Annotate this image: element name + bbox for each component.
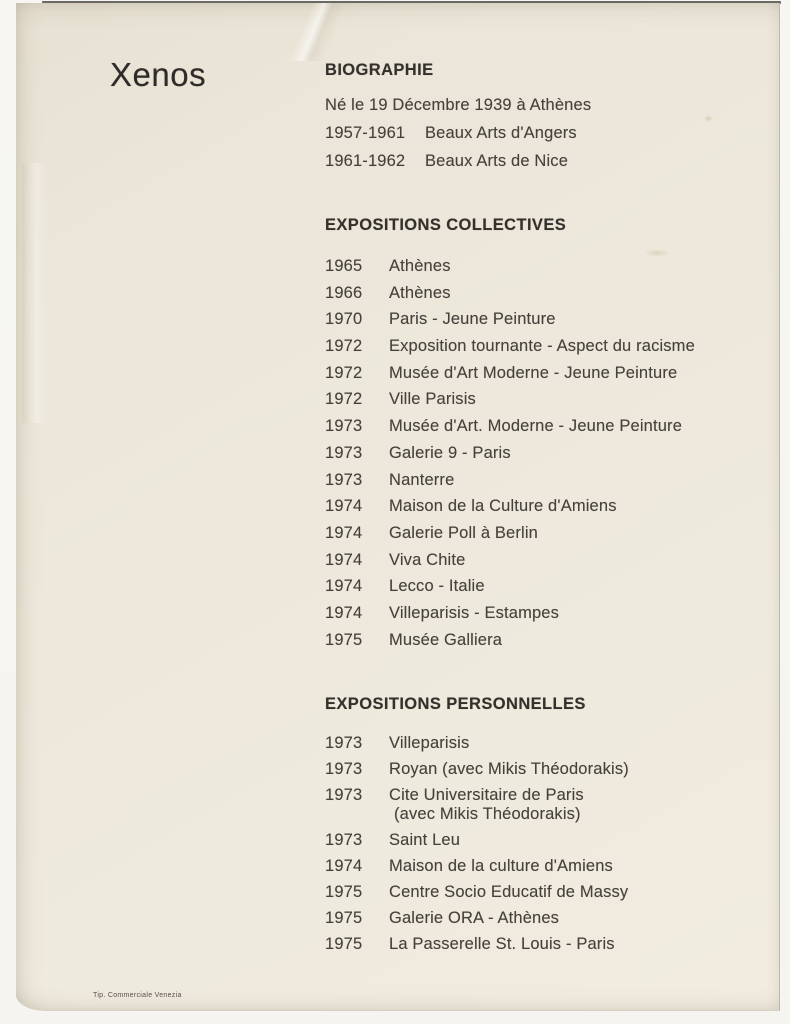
- entry-year: 1972: [325, 337, 363, 356]
- entry-text: Centre Socio Educatif de Massy: [389, 883, 629, 901]
- entry-year: 1974: [325, 550, 363, 569]
- entry-text: Beaux Arts d'Angers: [425, 124, 577, 142]
- exhibition-entry: [325, 734, 773, 753]
- exhibition-entry: [325, 760, 773, 779]
- exhibition-entry: [325, 417, 773, 436]
- entry-year: 1974: [325, 857, 363, 875]
- entry-year: 1974: [325, 497, 363, 516]
- collective-exhibitions-section: [325, 216, 773, 657]
- entry-year: 1974: [325, 523, 363, 542]
- entry-text: Maison de la culture d'Amiens: [389, 857, 613, 875]
- exhibition-entry: [325, 577, 773, 596]
- paper-page: [16, 3, 780, 1011]
- entry-text: Royan (avec Mikis Théodorakis): [389, 760, 629, 778]
- exhibition-entry: [325, 551, 773, 570]
- entry-text: Exposition tournante - Aspect du racisme: [389, 337, 695, 356]
- entry-year: 1973: [325, 470, 363, 489]
- personal-exhibition-entries: [325, 734, 773, 954]
- entry-text: Musée d'Art Moderne - Jeune Peinture: [389, 363, 678, 382]
- entry-year: 1965: [325, 257, 363, 275]
- entry-text: Galerie Poll à Berlin: [389, 523, 538, 542]
- entry-year: 1975: [325, 909, 363, 927]
- exhibition-entry: [325, 831, 773, 850]
- entry-text: Galerie ORA - Athènes: [389, 909, 560, 927]
- entry-year: 1973: [325, 831, 363, 849]
- exhibition-entry: [325, 390, 773, 409]
- entry-year: 1973: [325, 734, 363, 752]
- entry-year: 1975: [325, 630, 363, 649]
- entry-text: Musée d'Art. Moderne - Jeune Peinture: [389, 417, 683, 436]
- exhibition-entry: [325, 883, 773, 902]
- entry-year: 1974: [325, 603, 363, 622]
- entry-text: Villeparisis: [389, 734, 470, 752]
- exhibition-entry: [325, 524, 773, 543]
- artist-name: Xenos: [110, 56, 207, 93]
- collective-exhibition-entries: [325, 257, 773, 650]
- exhibition-entry: [325, 337, 773, 356]
- entry-year: 1957-1961: [325, 124, 406, 142]
- entry-text: La Passerelle St. Louis - Paris: [389, 935, 615, 953]
- exhibition-entry: [325, 364, 773, 383]
- entry-year: 1973: [325, 443, 363, 462]
- entry-text: Nanterre: [389, 470, 455, 489]
- entry-text: Lecco - Italie: [389, 577, 485, 596]
- entry-year: 1961-1962: [325, 152, 406, 170]
- entry-year: 1966: [325, 283, 363, 302]
- entry-year: 1974: [325, 577, 363, 596]
- biography-entries: [325, 124, 773, 171]
- paper-crease: [22, 163, 48, 423]
- exhibition-entry: [325, 444, 773, 463]
- entry-year: 1970: [325, 310, 363, 329]
- entry-year: 1973: [325, 786, 363, 804]
- personal-exhibitions-title: EXPOSITIONS PERSONNELLES: [325, 695, 586, 713]
- exhibition-entry: [325, 909, 773, 928]
- entry-text: Athènes: [389, 283, 451, 302]
- entry-text: Ville Parisis: [389, 390, 476, 409]
- entry-text: Galerie 9 - Paris: [389, 443, 511, 462]
- birth-line: Né le 19 Décembre 1939 à Athènes: [325, 96, 592, 114]
- biography-section: [325, 61, 773, 180]
- exhibition-entry: [325, 310, 773, 329]
- exhibition-entry: [325, 257, 773, 276]
- entry-text: Beaux Arts de Nice: [425, 152, 569, 170]
- exhibition-entry: [325, 497, 773, 516]
- entry-text: Maison de la Culture d'Amiens: [389, 497, 617, 516]
- exhibition-entry: [325, 284, 773, 303]
- entry-text: Cite Universitaire de Paris (avec Mikis Théodorakis): [389, 786, 584, 823]
- entry-text: Saint Leu: [389, 831, 461, 849]
- entry-year: 1972: [325, 363, 363, 382]
- entry-year: 1973: [325, 760, 363, 778]
- entry-text: Villeparisis - Estampes: [389, 603, 560, 622]
- exhibition-entry: [325, 857, 773, 876]
- printer-credit: Tip. Commerciale Venezia: [93, 992, 182, 999]
- entry-text: Viva Chite: [389, 550, 466, 569]
- exhibition-entry: [325, 786, 773, 824]
- entry-year: 1975: [325, 935, 363, 953]
- entry-year: 1975: [325, 883, 363, 901]
- entry-year: 1973: [325, 417, 363, 436]
- exhibition-entry: [325, 604, 773, 623]
- entry-year: 1972: [325, 390, 363, 409]
- entry-text: Musée Galliera: [389, 630, 503, 649]
- exhibition-entry: [325, 631, 773, 650]
- entry-text: Paris - Jeune Peinture: [389, 310, 556, 329]
- biography-entry: [325, 152, 773, 171]
- personal-exhibitions-section: [325, 695, 773, 961]
- paper-crease: [248, 3, 388, 61]
- entry-text: Athènes: [389, 257, 451, 275]
- biography-title: BIOGRAPHIE: [325, 61, 434, 79]
- biography-entry: [325, 124, 773, 143]
- exhibition-entry: [325, 471, 773, 490]
- exhibition-entry: [325, 935, 773, 954]
- collective-exhibitions-title: EXPOSITIONS COLLECTIVES: [325, 216, 567, 234]
